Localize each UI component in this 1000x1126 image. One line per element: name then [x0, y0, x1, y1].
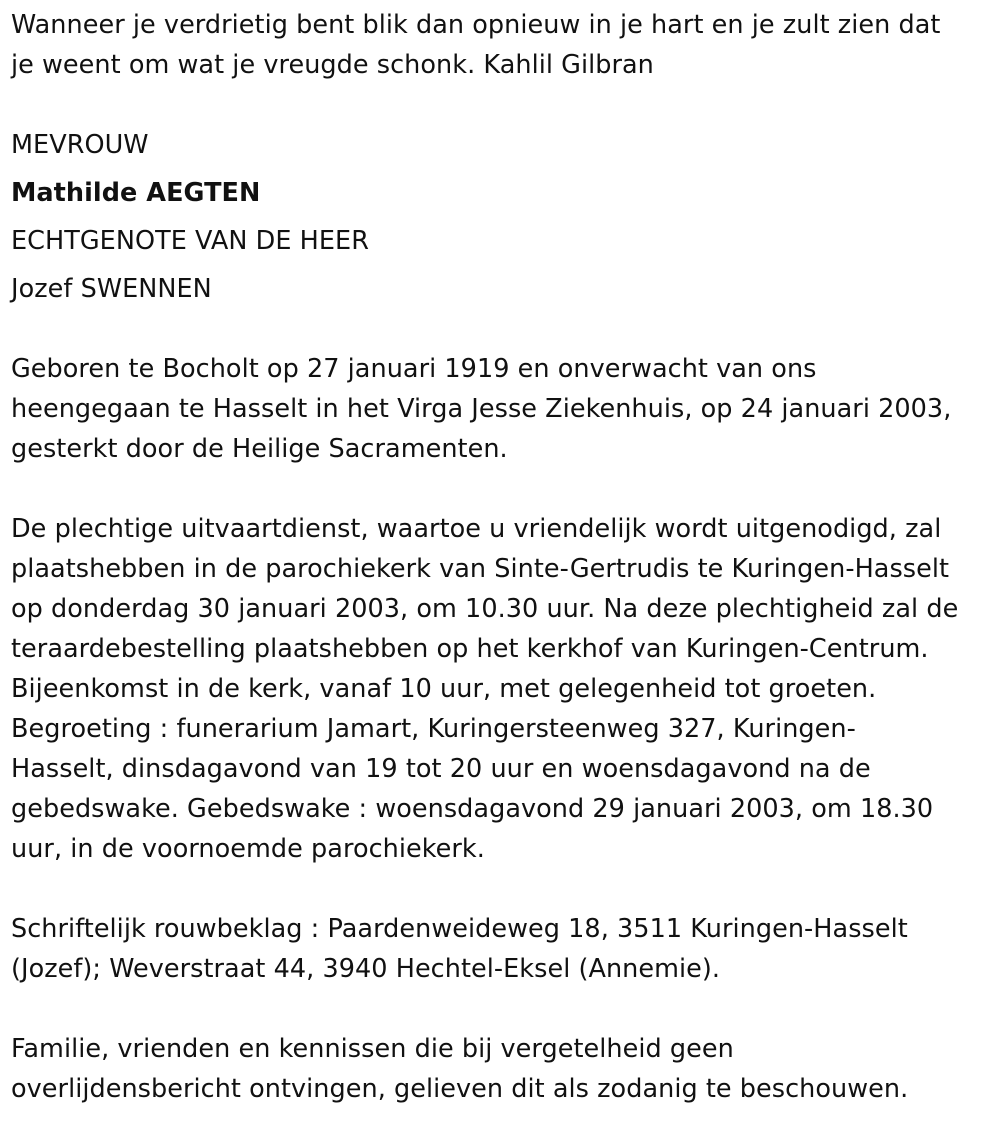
paragraph-line: Hasselt, dinsdagavond van 19 tot 20 uur en woensdagavond na de	[11, 754, 871, 784]
paragraph-line: De plechtige uitvaartdienst, waartoe u vriendelijk wordt uitgenodigd, zal	[11, 514, 942, 544]
paragraph-line: uur, in de voornoemde parochiekerk.	[11, 834, 485, 864]
paragraph-line: Familie, vrienden en kennissen die bij vergetelheid geen	[11, 1034, 734, 1064]
paragraph-line: op donderdag 30 januari 2003, om 10.30 uur. Na deze plechtigheid zal de	[11, 594, 959, 624]
spouse-name: Jozef SWENNEN	[11, 274, 212, 304]
quote-line: Wanneer je verdrietig bent blik dan opnieuw in je hart en je zult zien dat	[11, 10, 941, 40]
paragraph-line: gesterkt door de Heilige Sacramenten.	[11, 434, 508, 464]
paragraph-line: Schriftelijk rouwbeklag : Paardenweideweg 18, 3511 Kuringen-Hasselt	[11, 914, 908, 944]
paragraph-line: Bijeenkomst in de kerk, vanaf 10 uur, met gelegenheid tot groeten.	[11, 674, 877, 704]
person-title: MEVROUW	[11, 130, 149, 160]
person-name: Mathilde AEGTEN	[11, 178, 261, 208]
paragraph-line: heengegaan te Hasselt in het Virga Jesse Ziekenhuis, op 24 januari 2003,	[11, 394, 952, 424]
person-relation: ECHTGENOTE VAN DE HEER	[11, 226, 369, 256]
paragraph-line: gebedswake. Gebedswake : woensdagavond 29 januari 2003, om 18.30	[11, 794, 934, 824]
paragraph-line: plaatshebben in de parochiekerk van Sinte-Gertrudis te Kuringen-Hasselt	[11, 554, 950, 584]
paragraph-line: Geboren te Bocholt op 27 januari 1919 en onverwacht van ons	[11, 354, 817, 384]
paragraph-line: overlijdensbericht ontvingen, gelieven dit als zodanig te beschouwen.	[11, 1074, 909, 1104]
paragraph-line: Begroeting : funerarium Jamart, Kuringersteenweg 327, Kuringen-	[11, 714, 856, 744]
paragraph-line: teraardebestelling plaatshebben op het kerkhof van Kuringen-Centrum.	[11, 634, 929, 664]
paragraph-line: (Jozef); Weverstraat 44, 3940 Hechtel-Eksel (Annemie).	[11, 954, 721, 984]
quote-line: je weent om wat je vreugde schonk. Kahlil Gilbran	[11, 50, 654, 80]
